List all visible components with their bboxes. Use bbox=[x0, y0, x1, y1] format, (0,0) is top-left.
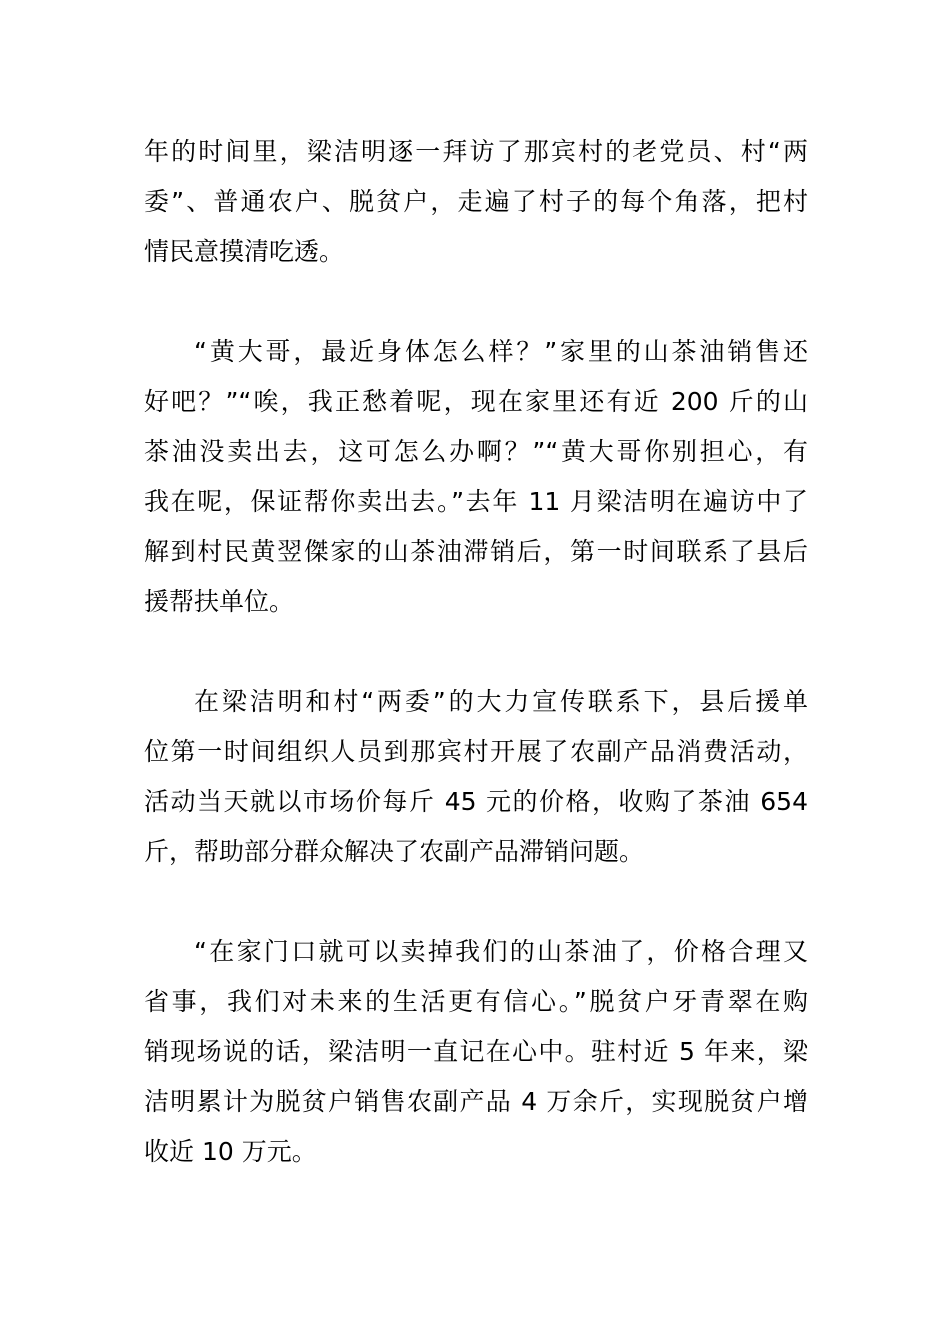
text-line: 年的时间里，梁洁明逐一拜访了那宾村的老党员、村“两 bbox=[144, 137, 808, 166]
text-line: 情民意摸清吃透。 bbox=[144, 237, 345, 266]
article-body bbox=[144, 127, 808, 1177]
text-line: 援帮扶单位。 bbox=[144, 587, 295, 616]
text-line: 销现场说的话，梁洁明一直记在心中。驻村近 5 年来，梁 bbox=[144, 1037, 808, 1066]
paragraph-spacer bbox=[144, 627, 808, 677]
text-line: 委”、普通农户、脱贫户，走遍了村子的每个角落，把村 bbox=[144, 187, 808, 216]
text-line: 收近 10 万元。 bbox=[144, 1137, 317, 1166]
text-line: 在梁洁明和村“两委”的大力宣传联系下，县后援单 bbox=[194, 687, 808, 716]
paragraph-4 bbox=[144, 927, 808, 1177]
paragraph-spacer bbox=[144, 277, 808, 327]
text-line: 好吧？”“唉，我正愁着呢，现在家里还有近 200 斤的山 bbox=[144, 387, 808, 416]
text-line: “黄大哥，最近身体怎么样？”家里的山茶油销售还 bbox=[194, 337, 808, 366]
text-line: 斤，帮助部分群众解决了农副产品滞销问题。 bbox=[144, 837, 645, 866]
text-line: 洁明累计为脱贫户销售农副产品 4 万余斤，实现脱贫户增 bbox=[144, 1087, 808, 1116]
text-line: 位第一时间组织人员到那宾村开展了农副产品消费活动， bbox=[144, 737, 808, 766]
text-line: 解到村民黄翌傑家的山茶油滞销后，第一时间联系了县后 bbox=[144, 537, 808, 566]
paragraph-1 bbox=[144, 127, 808, 277]
text-line: 茶油没卖出去，这可怎么办啊？”“黄大哥你别担心，有 bbox=[144, 437, 808, 466]
paragraph-3 bbox=[144, 677, 808, 877]
text-line: 省事，我们对未来的生活更有信心。”脱贫户牙青翠在购 bbox=[144, 987, 808, 1016]
text-line: “在家门口就可以卖掉我们的山茶油了，价格合理又 bbox=[194, 937, 808, 966]
paragraph-2 bbox=[144, 327, 808, 627]
text-line: 我在呢，保证帮你卖出去。”去年 11 月梁洁明在遍访中了 bbox=[144, 487, 808, 516]
paragraph-spacer bbox=[144, 877, 808, 927]
text-line: 活动当天就以市场价每斤 45 元的价格，收购了茶油 654 bbox=[144, 787, 808, 816]
